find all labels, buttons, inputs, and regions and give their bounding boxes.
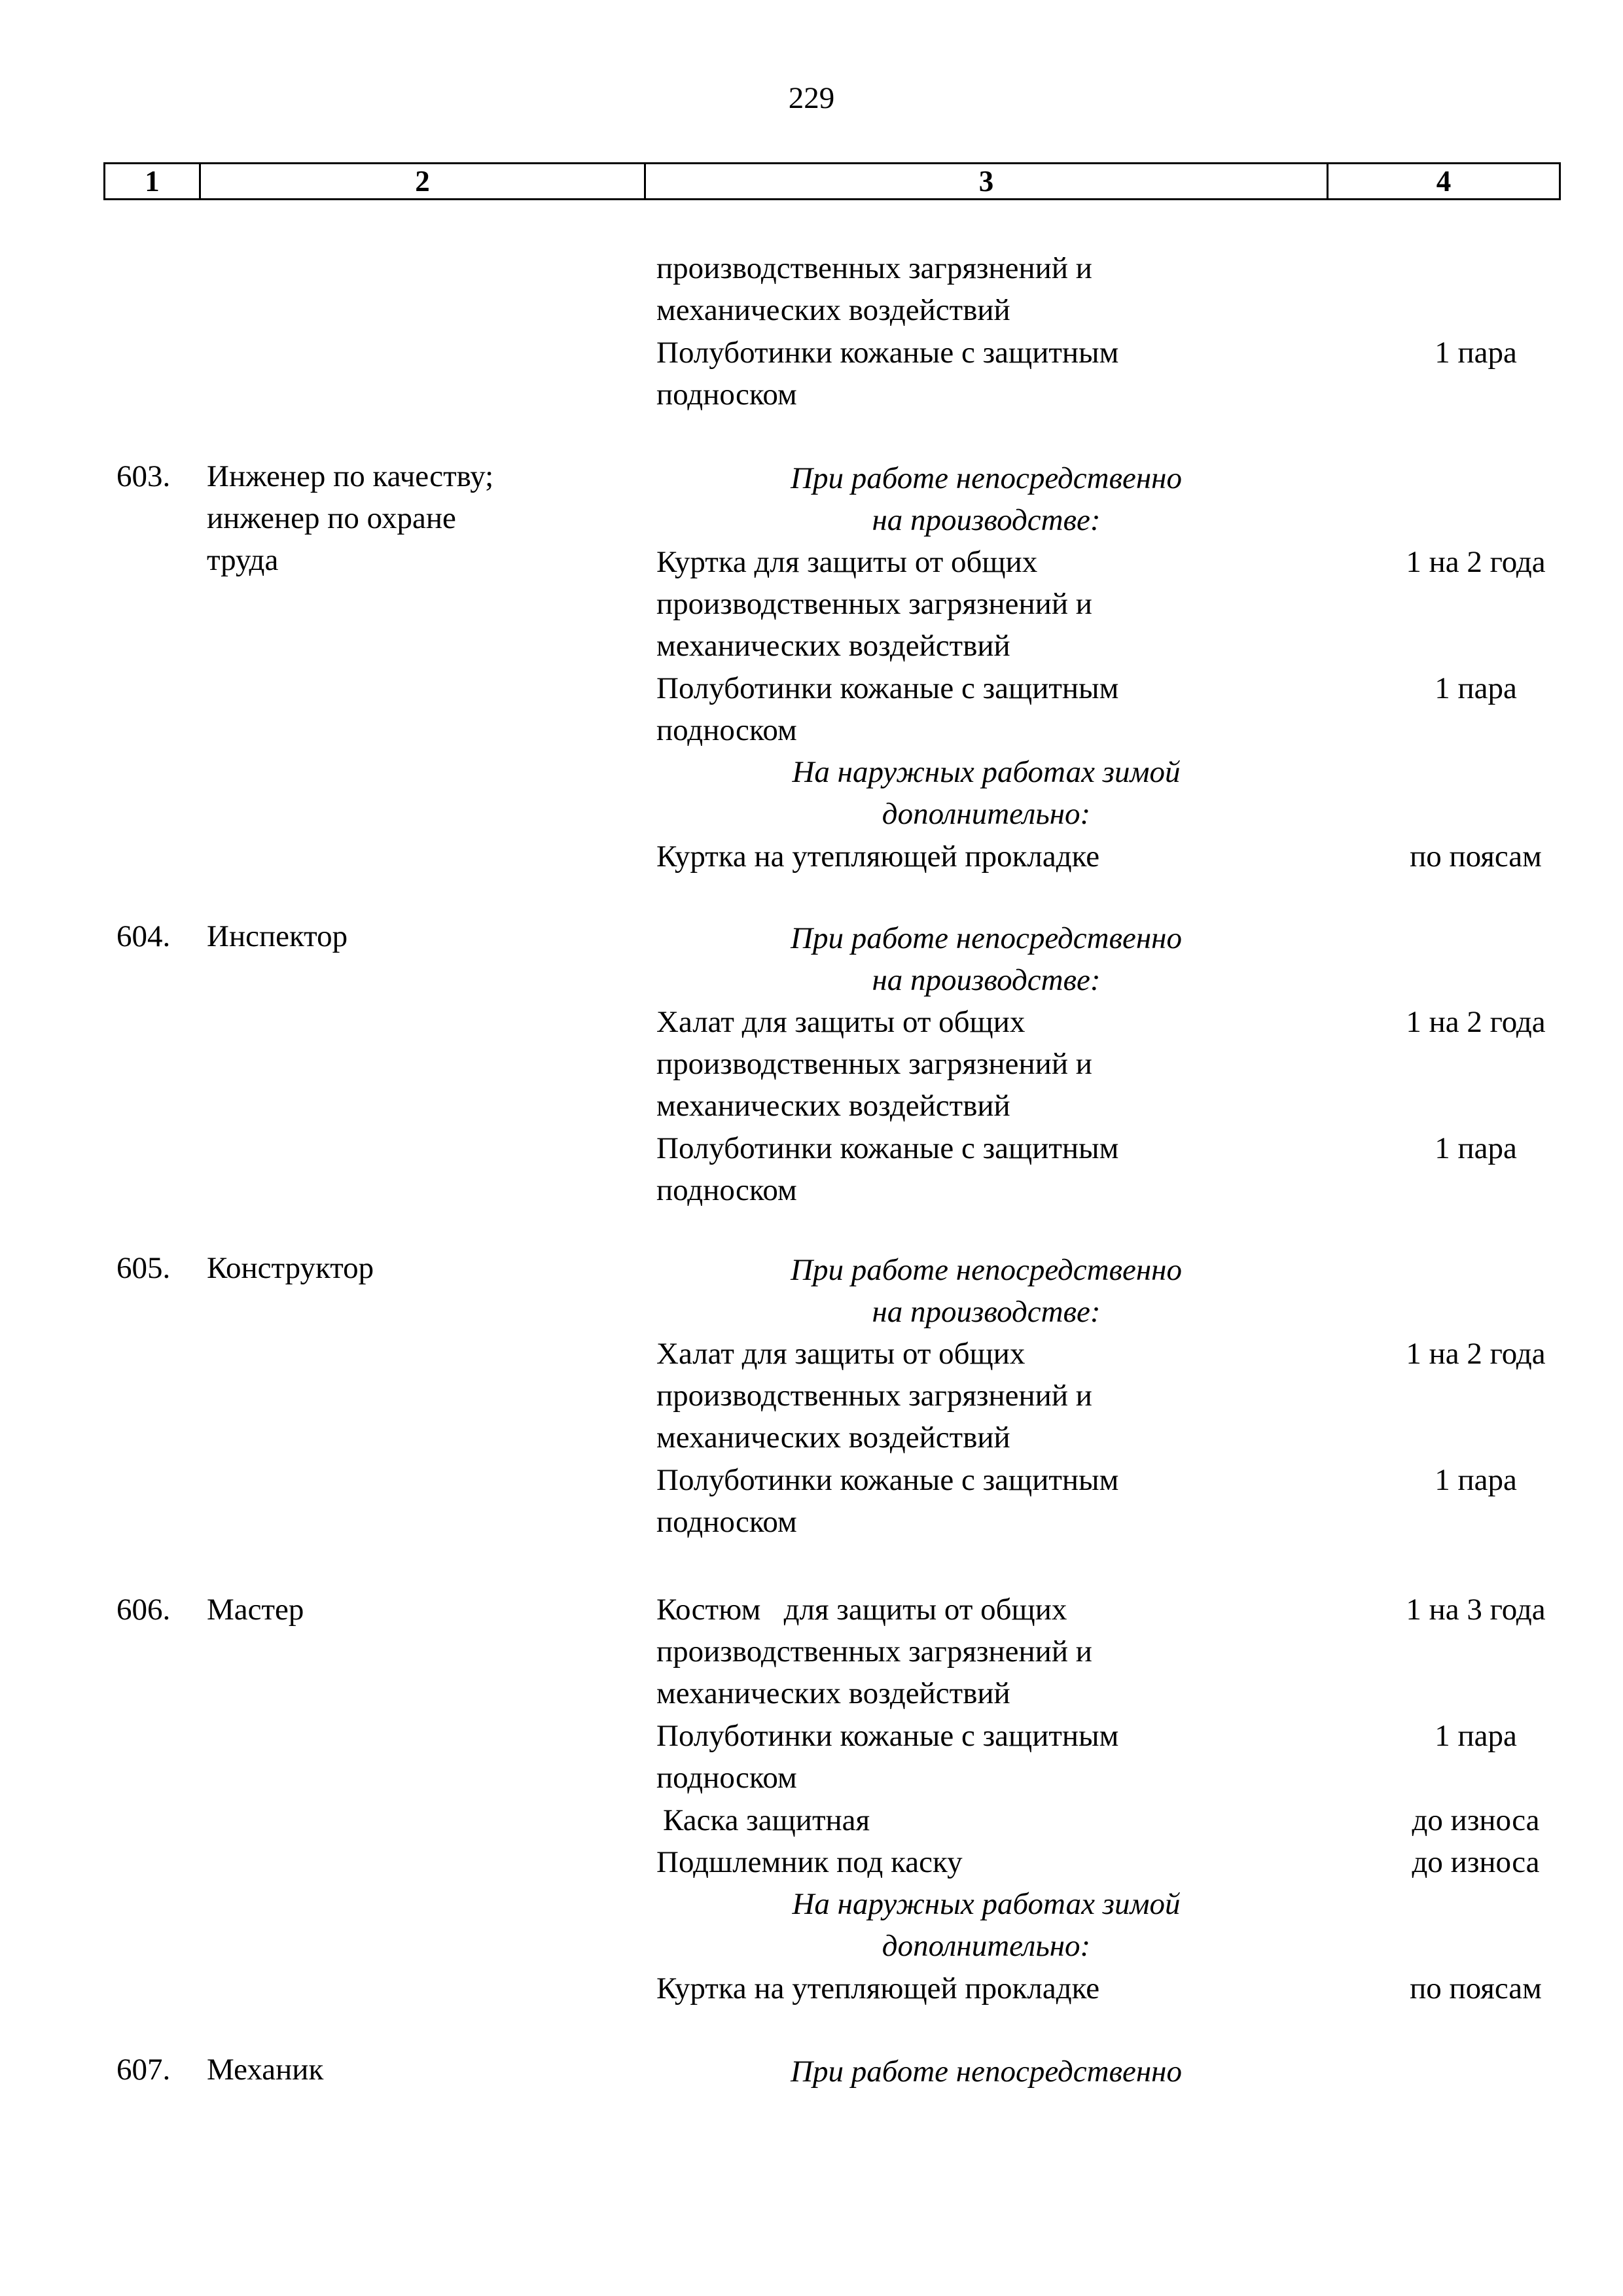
entry-number: 606. — [116, 1593, 171, 1627]
item-text-line: подноском — [656, 378, 797, 412]
item-norm: по поясам — [1410, 1971, 1542, 2005]
condition-line: При работе непосредственно — [791, 921, 1182, 955]
item-text-line: производственных загрязнений и — [656, 251, 1092, 285]
item-text-line: механических воздействий — [656, 1676, 1010, 1710]
page-number: 229 — [788, 81, 835, 115]
entry-number: 605. — [116, 1251, 171, 1285]
item-norm: 1 пара — [1435, 336, 1517, 370]
item-text-line: производственных загрязнений и — [656, 1634, 1092, 1669]
item-text-line: подноском — [656, 1761, 797, 1795]
item-norm: 1 на 2 года — [1406, 1005, 1546, 1039]
entry-number: 603. — [116, 459, 171, 493]
condition-line: дополнительно: — [882, 797, 1091, 831]
column-header-2: 2 — [200, 164, 645, 200]
column-header-4: 4 — [1328, 164, 1560, 200]
position-name-line: Конструктор — [207, 1251, 374, 1285]
item-text-line: Полуботинки кожаные с защитным — [656, 1463, 1119, 1497]
condition-line: При работе непосредственно — [791, 461, 1182, 495]
item-text-line: Куртка на утепляющей прокладке — [656, 839, 1100, 874]
condition-line: дополнительно: — [882, 1929, 1091, 1963]
item-norm: 1 пара — [1435, 671, 1517, 705]
position-name-line: Инженер по качеству; — [207, 459, 494, 493]
entry-number: 607. — [116, 2053, 171, 2087]
item-text-line: подноском — [656, 1505, 797, 1539]
column-header-row — [105, 164, 1560, 200]
condition-line: При работе непосредственно — [791, 2055, 1182, 2089]
position-name-line: Инспектор — [207, 919, 348, 953]
position-name-line: Мастер — [207, 1593, 304, 1627]
item-norm: до износа — [1412, 1845, 1540, 1879]
item-text-line: механических воздействий — [656, 293, 1010, 327]
column-header-3: 3 — [645, 164, 1328, 200]
item-text-line: Полуботинки кожаные с защитным — [656, 1719, 1119, 1753]
condition-line: При работе непосредственно — [791, 1253, 1182, 1287]
item-norm: до износа — [1412, 1803, 1540, 1837]
item-text-line: подноском — [656, 1173, 797, 1207]
item-text-line: Халат для защиты от общих — [656, 1005, 1026, 1039]
entry-number: 604. — [116, 919, 171, 953]
item-text-line: Халат для защиты от общих — [656, 1337, 1026, 1371]
condition-line: на производстве: — [872, 1295, 1101, 1329]
item-norm: по поясам — [1410, 839, 1542, 874]
item-text-line: механических воздействий — [656, 1089, 1010, 1123]
item-text-line: Куртка для защиты от общих — [656, 545, 1038, 579]
item-norm: 1 на 2 года — [1406, 545, 1546, 579]
condition-line: на производстве: — [872, 963, 1101, 997]
item-text-line: производственных загрязнений и — [656, 587, 1092, 621]
item-text-line: Каска защитная — [663, 1803, 870, 1837]
column-header-table — [103, 162, 1561, 200]
item-text-line: Костюм для защиты от общих — [656, 1593, 1067, 1627]
item-text-line: Подшлемник под каску — [656, 1845, 963, 1879]
item-norm: 1 пара — [1435, 1463, 1517, 1497]
column-header-1: 1 — [105, 164, 200, 200]
item-text-line: производственных загрязнений и — [656, 1379, 1092, 1413]
item-text-line: подноском — [656, 713, 797, 747]
item-text-line: Полуботинки кожаные с защитным — [656, 671, 1119, 705]
item-norm: 1 пара — [1435, 1131, 1517, 1165]
item-norm: 1 на 3 года — [1406, 1593, 1546, 1627]
item-norm: 1 пара — [1435, 1719, 1517, 1753]
condition-line: на производстве: — [872, 503, 1101, 537]
item-text-line: механических воздействий — [656, 629, 1010, 663]
item-norm: 1 на 2 года — [1406, 1337, 1546, 1371]
position-name-line: инженер по охране — [207, 501, 456, 535]
condition-line: На наружных работах зимой — [792, 1887, 1181, 1921]
item-text-line: Куртка на утепляющей прокладке — [656, 1971, 1100, 2005]
position-name-line: труда — [207, 543, 279, 577]
condition-line: На наружных работах зимой — [792, 755, 1181, 789]
item-text-line: механических воздействий — [656, 1421, 1010, 1455]
position-name-line: Механик — [207, 2053, 324, 2087]
item-text-line: Полуботинки кожаные с защитным — [656, 1131, 1119, 1165]
item-text-line: Полуботинки кожаные с защитным — [656, 336, 1119, 370]
item-text-line: производственных загрязнений и — [656, 1047, 1092, 1081]
